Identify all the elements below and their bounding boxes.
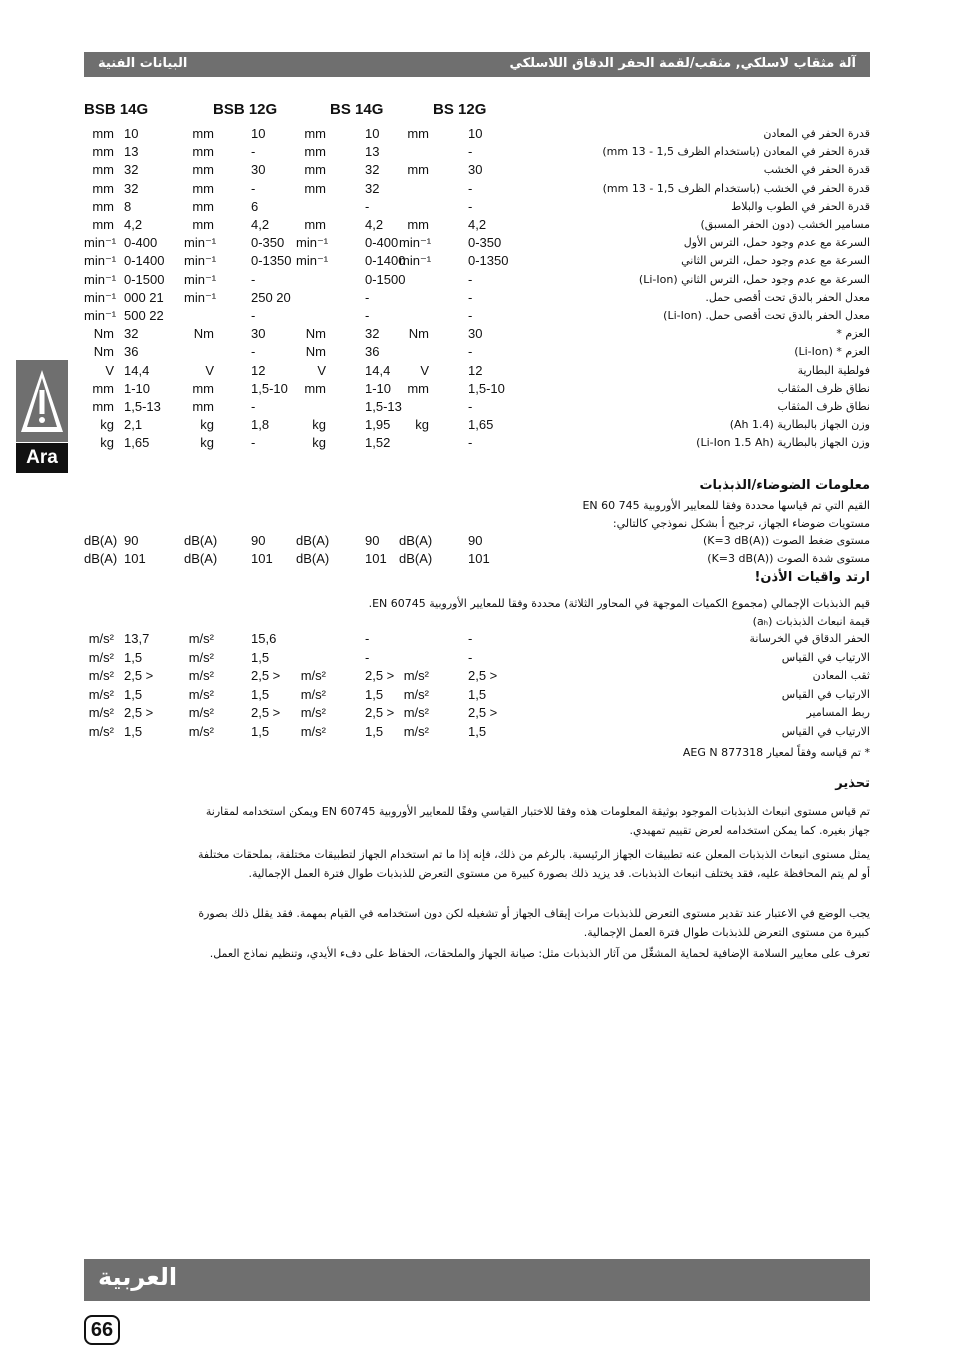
spec-row (0, 217, 954, 235)
header-title: آلة مثقاب لاسلكي, مثقب/لقمة الحفر الدقاق اللاسلكي (509, 56, 856, 71)
side-tab (16, 360, 68, 475)
noise-title: معلومات الضوضاء/الذبذبات (699, 478, 870, 493)
unit-cell: mm (92, 198, 114, 214)
spec-row (0, 533, 954, 551)
value-cell: 2,5 > (124, 705, 154, 721)
unit-cell: m/s² (88, 631, 114, 646)
spec-row (0, 144, 954, 162)
value-cell: - (365, 649, 370, 665)
value-cell: 1,95 (365, 417, 391, 433)
unit-cell: mm (192, 162, 214, 178)
value-cell: 1,5-10 (468, 380, 505, 396)
warning-p3: يجب الوضع في الاعتبار عند تقدير مستوى التعرض للذبذبات مرات إيقاف الجهاز أو تشغيله لكن دون استخدامه في القيام بمهمة. فقد يقلل ذلك بصورة كبيرة من مستوى التعرض للذبذبات طوال فترة العمل الإجمالية. (198, 907, 870, 939)
warning-p4: تعرف على معايير السلامة الإضافية لحماية المشغِّل من آثار الذبذبات مثل: صيانة الجهاز والملحقات، الحفاظ على دفء الأيدي، وتنظيم نماذج العمل. (209, 947, 870, 960)
value-cell: 2,5 > (124, 668, 154, 684)
unit-cell: dB(A) (296, 551, 330, 566)
value-cell: 30 (251, 162, 266, 178)
unit-cell: m/s² (188, 705, 214, 721)
unit-cell: min⁻¹ (84, 308, 117, 323)
row-label: قدرة الحفر في الطوب والبلاط (731, 199, 870, 213)
unit-cell: m/s² (300, 668, 326, 684)
value-cell: - (251, 144, 256, 160)
page-number: 66 (84, 1315, 120, 1345)
value-cell: 0-1500 (124, 271, 165, 287)
value-cell: 32 (124, 180, 139, 196)
value-cell: - (468, 631, 473, 646)
value-cell: 101 (468, 551, 490, 566)
spec-row (0, 253, 954, 271)
spec-row (0, 399, 954, 417)
unit-cell: mm (192, 144, 214, 160)
value-cell: 2,5 > (468, 705, 498, 721)
value-cell: - (468, 399, 473, 414)
value-cell: 2,5 > (251, 668, 281, 684)
unit-cell: kg (415, 417, 429, 433)
row-label: قدرة الحفر في الخشب (باستخدام الظرف 1,5 - 13 mm) (602, 181, 870, 195)
value-cell: 13,7 (124, 631, 150, 646)
unit-cell: mm (192, 180, 214, 196)
unit-cell: mm (407, 162, 429, 178)
unit-cell: min⁻¹ (399, 253, 432, 269)
unit-cell: dB(A) (399, 533, 433, 548)
value-cell: - (468, 180, 473, 196)
unit-cell: dB(A) (184, 533, 218, 548)
value-cell: 10 (251, 126, 266, 141)
value-cell: 0-1350 (468, 253, 509, 269)
value-cell: 1,65 (468, 417, 494, 433)
value-cell: - (468, 198, 473, 214)
unit-cell: min⁻¹ (184, 253, 217, 269)
spec-row (0, 668, 954, 686)
unit-cell: Nm (408, 326, 429, 342)
value-cell: 36 (365, 344, 380, 360)
value-cell: - (468, 649, 473, 665)
unit-cell: mm (407, 380, 429, 396)
value-cell: 2,1 (124, 417, 143, 433)
model-bs14g: BS 14G (330, 101, 384, 118)
unit-cell: m/s² (403, 705, 429, 721)
value-cell: 30 (251, 326, 266, 342)
unit-cell: V (420, 362, 429, 378)
unit-cell: mm (304, 380, 326, 396)
value-cell: 12 (468, 362, 483, 378)
unit-cell: m/s² (188, 631, 214, 646)
unit-cell: m/s² (403, 668, 429, 684)
value-cell: - (468, 344, 473, 360)
spec-row (0, 290, 954, 308)
value-cell: 1,5-10 (251, 380, 288, 396)
unit-cell: kg (312, 435, 326, 451)
value-cell: - (468, 271, 473, 287)
unit-cell: mm (192, 198, 214, 214)
unit-cell: m/s² (300, 686, 326, 702)
row-label: قدرة الحفر في المعادن (باستخدام الظرف 1,5 - 13 mm) (602, 145, 870, 159)
value-cell: 1,5-13 (365, 399, 402, 414)
spec-row (0, 650, 954, 668)
value-cell: 8 (124, 198, 132, 214)
warning-title: تحذير (835, 776, 870, 791)
spec-row (0, 344, 954, 362)
spec-row (0, 724, 954, 742)
value-cell: - (365, 289, 370, 305)
row-label: قدرة الحفر في المعادن (763, 127, 870, 140)
row-label: مستوى ضغط الصوت (K=3 dB(A)) (702, 534, 870, 547)
model-bsb12g: BSB 12G (213, 101, 278, 118)
value-cell: - (468, 144, 473, 160)
unit-cell: dB(A) (399, 551, 433, 566)
unit-cell: V (317, 362, 326, 378)
value-cell: 2,5 > (365, 705, 395, 721)
value-cell: 1,5 (365, 686, 384, 702)
row-label: وزن الجهاز بالبطارية (1.4 Ah) (729, 418, 870, 432)
unit-cell: Nm (93, 344, 114, 360)
value-cell: 1,5 (365, 724, 384, 739)
model-bsb14g: BSB 14G (84, 101, 149, 118)
value-cell: 32 (365, 162, 380, 178)
spec-row (0, 126, 954, 144)
value-cell: 101 (124, 551, 146, 566)
warning-p1: تم قياس مستوى انبعاث الذبذبات الموجود بوثيقة المعلومات هذه وفقا للاختبار القياسي وفقًا للمعايير الأوروبية EN 60745 ويمكن استخدامه لمقارنة جهاز بغيره. كما يمكن استخدامه لعرض تقييم تمهيدي. (205, 805, 870, 837)
unit-cell: m/s² (188, 724, 214, 739)
value-cell: 1,5 (251, 649, 270, 665)
unit-cell: m/s² (88, 668, 114, 684)
unit-cell: mm (92, 162, 114, 178)
unit-cell: mm (92, 399, 114, 414)
unit-cell: m/s² (403, 724, 429, 739)
unit-cell: mm (92, 380, 114, 396)
value-cell: 10 (365, 126, 380, 141)
spec-row (0, 162, 954, 180)
row-label: نطاق ظرف المثقاب (777, 400, 870, 413)
value-cell: 4,2 (468, 217, 487, 232)
unit-cell: dB(A) (296, 533, 330, 548)
unit-cell: V (205, 362, 214, 378)
value-cell: 4,2 (365, 217, 384, 232)
value-cell: 4,2 (124, 217, 143, 232)
unit-cell: m/s² (88, 724, 114, 739)
row-label: السرعة مع عدم وجود حمل، الترس الثاني (681, 254, 870, 268)
value-cell: 0-1400 (365, 253, 406, 269)
unit-cell: m/s² (188, 649, 214, 665)
row-label: قدرة الحفر في الخشب (763, 163, 870, 177)
value-cell: 250 20 (251, 289, 291, 305)
value-cell: 30 (468, 326, 483, 342)
value-cell: 32 (365, 180, 380, 196)
noise-line2: مستويات ضوضاء الجهاز، ترجيح أ بشكل نموذجي كالتالي: (612, 517, 870, 530)
unit-cell: min⁻¹ (84, 253, 117, 269)
value-cell: 14,4 (124, 362, 150, 378)
value-cell: - (251, 399, 256, 414)
value-cell: 1,8 (251, 417, 270, 433)
spec-row (0, 381, 954, 399)
footer-bar (84, 1259, 870, 1301)
unit-cell: min⁻¹ (184, 289, 217, 305)
value-cell: 0-400 (124, 235, 158, 251)
unit-cell: Nm (193, 326, 214, 342)
unit-cell: kg (200, 435, 214, 451)
unit-cell: Nm (93, 326, 114, 342)
value-cell: 500 22 (124, 308, 164, 323)
spec-row (0, 199, 954, 217)
row-label: السرعة مع عدم وجود حمل، الترس الأول (683, 236, 870, 250)
unit-cell: mm (192, 399, 214, 414)
unit-cell: Nm (305, 344, 326, 360)
header-bar (84, 52, 870, 77)
value-cell: - (251, 435, 256, 451)
value-cell: 0-1400 (124, 253, 165, 269)
row-label: الارتياب في القياس (781, 687, 870, 701)
value-cell: 36 (124, 344, 139, 360)
unit-cell: min⁻¹ (296, 235, 329, 251)
row-label: الارتياب في القياس (781, 650, 870, 664)
value-cell: - (365, 631, 370, 646)
unit-cell: mm (407, 217, 429, 232)
row-label: فولطية البطارية (797, 363, 870, 377)
row-label: مستوى شدة الصوت (K=3 dB(A)) (707, 552, 870, 565)
value-cell: - (468, 289, 473, 305)
value-cell: - (468, 308, 473, 323)
unit-cell: min⁻¹ (84, 235, 117, 251)
value-cell: 1,5 (124, 724, 143, 739)
unit-cell: min⁻¹ (84, 289, 117, 305)
value-cell: 13 (124, 144, 139, 160)
value-cell: 1,5 (124, 649, 143, 665)
row-label: معدل الحفر بالدق تحت أقصى حمل. (705, 290, 870, 304)
footer-language: العربية (98, 1263, 178, 1291)
unit-cell: min⁻¹ (296, 253, 329, 269)
value-cell: 13 (365, 144, 380, 160)
value-cell: - (251, 271, 256, 287)
warning-icon (16, 360, 68, 442)
value-cell: 2,5 > (468, 668, 498, 684)
value-cell: - (251, 308, 256, 323)
value-cell: 0-350 (251, 235, 285, 251)
value-cell: 000 21 (124, 289, 164, 305)
value-cell: 1,5 (468, 686, 487, 702)
unit-cell: dB(A) (184, 551, 218, 566)
value-cell: 1,5 (468, 724, 487, 739)
vibration-note: * تم قياسه وفقاً لمعيار AEG N 877318 (682, 746, 870, 759)
unit-cell: mm (407, 126, 429, 141)
spec-row (0, 235, 954, 253)
row-label: معدل الحفر بالدق تحت أقصى حمل. (Li-Ion) (663, 309, 870, 322)
unit-cell: Nm (305, 326, 326, 342)
value-cell: 12 (251, 362, 266, 378)
ear-protection: ارتد واقيات الأذن! (754, 570, 870, 585)
spec-row (0, 551, 954, 569)
row-label: الارتياب في القياس (781, 725, 870, 738)
value-cell: 10 (468, 126, 483, 141)
unit-cell: V (105, 362, 114, 378)
value-cell: 32 (124, 162, 139, 178)
unit-cell: kg (100, 417, 114, 433)
spec-row (0, 326, 954, 344)
value-cell: 32 (365, 326, 380, 342)
unit-cell: mm (192, 217, 214, 232)
row-label: ربط المسامير (806, 706, 870, 720)
language-tab-label: Ara (16, 443, 68, 473)
unit-cell: m/s² (188, 686, 214, 702)
value-cell: 90 (251, 533, 266, 548)
unit-cell: min⁻¹ (184, 235, 217, 251)
spec-row (0, 705, 954, 723)
unit-cell: mm (304, 144, 326, 160)
unit-cell: m/s² (88, 705, 114, 721)
unit-cell: mm (304, 126, 326, 141)
noise-line1: القيم التي تم قياسها محددة وفقا للمعايير الأوروبية EN 60 745 (582, 499, 870, 512)
spec-row (0, 308, 954, 326)
unit-cell: mm (192, 380, 214, 396)
row-label: الحفر الدقاق في الخرسانة (749, 632, 870, 645)
value-cell: 15,6 (251, 631, 277, 646)
unit-cell: min⁻¹ (399, 235, 432, 251)
value-cell: 2,5 > (251, 705, 281, 721)
value-cell: 1,5 (124, 686, 143, 702)
unit-cell: min⁻¹ (184, 271, 217, 287)
unit-cell: m/s² (300, 705, 326, 721)
row-label: العزم * (Li-Ion) (794, 345, 870, 359)
value-cell: 1,5 (251, 686, 270, 702)
unit-cell: mm (92, 217, 114, 232)
row-label: العزم * (836, 327, 870, 341)
unit-cell: kg (200, 417, 214, 433)
value-cell: 90 (365, 533, 380, 548)
warning-p2: يمثل مستوى انبعاث الذبذبات المعلن عنه تطبيقات الجهاز الرئيسية. بالرغم من ذلك، فإنه إذا ما تم استخدام الجهاز لتطبيقات مختلفة، بملحقات مختلفة أو لم يتم المحافظة عليه، فقد يختلف انبعاث الذبذبات. قد يزيد ذلك بصورة كبيرة من مستوى التعرض للذبذبات طوال فترة العمل الإجمالية. (198, 848, 870, 880)
unit-cell: mm (304, 180, 326, 196)
value-cell: 32 (124, 326, 139, 342)
unit-cell: m/s² (88, 686, 114, 702)
value-cell: 0-400 (365, 235, 399, 251)
row-label: وزن الجهاز بالبطارية (Li-Ion 1.5 Ah) (696, 436, 870, 450)
spec-row (0, 687, 954, 705)
value-cell: 1-10 (365, 380, 392, 396)
value-cell: 0-1500 (365, 271, 406, 287)
unit-cell: kg (100, 435, 114, 451)
value-cell: 1-10 (124, 380, 151, 396)
row-label: مسامير الخشب (دون الحفر المسبق) (700, 218, 870, 231)
vibration-sub: قيمة انبعاث الذبذبات (aₕ) (752, 615, 870, 628)
value-cell: 1,52 (365, 435, 391, 451)
spec-row (0, 631, 954, 649)
unit-cell: kg (312, 417, 326, 433)
row-label: السرعة مع عدم وجود حمل، الترس الثاني (Li-Ion) (638, 272, 870, 286)
unit-cell: min⁻¹ (84, 271, 117, 287)
unit-cell: dB(A) (84, 533, 118, 548)
value-cell: 2,5 > (365, 668, 395, 684)
unit-cell: m/s² (188, 668, 214, 684)
value-cell: 1,65 (124, 435, 150, 451)
value-cell: 1,5 (251, 724, 270, 739)
value-cell: 10 (124, 126, 139, 141)
value-cell: 0-350 (468, 235, 502, 251)
vibration-intro: قيم الذبذبات الإجمالي (مجموع الكميات الموجهة في المحاور الثلاثة) محددة وفقا للمعايير الأوروبية EN 60745. (368, 597, 870, 610)
unit-cell: dB(A) (84, 551, 118, 566)
value-cell: 0-1350 (251, 253, 292, 269)
value-cell: 90 (468, 533, 483, 548)
value-cell: 101 (365, 551, 387, 566)
spec-row (0, 272, 954, 290)
spec-row (0, 417, 954, 435)
value-cell: - (251, 180, 256, 196)
unit-cell: mm (92, 180, 114, 196)
header-section: البيانات الفنية (98, 56, 188, 71)
value-cell: - (365, 308, 370, 323)
unit-cell: m/s² (300, 724, 326, 739)
row-label: ثقب المعادن (812, 669, 870, 683)
spec-row (0, 435, 954, 453)
spec-row (0, 363, 954, 381)
unit-cell: mm (92, 144, 114, 160)
spec-row (0, 181, 954, 199)
unit-cell: m/s² (403, 686, 429, 702)
value-cell: - (251, 344, 256, 360)
value-cell: - (365, 198, 370, 214)
unit-cell: mm (304, 217, 326, 232)
unit-cell: mm (304, 162, 326, 178)
value-cell: 14,4 (365, 362, 391, 378)
unit-cell: mm (192, 126, 214, 141)
value-cell: 4,2 (251, 217, 270, 232)
value-cell: 1,5-13 (124, 399, 161, 414)
unit-cell: mm (92, 126, 114, 141)
value-cell: 101 (251, 551, 273, 566)
value-cell: - (468, 435, 473, 451)
value-cell: 90 (124, 533, 139, 548)
value-cell: 6 (251, 198, 259, 214)
unit-cell: m/s² (88, 649, 114, 665)
value-cell: 30 (468, 162, 483, 178)
row-label: نطاق ظرف المثقاب (777, 381, 870, 395)
model-bs12g: BS 12G (433, 101, 487, 118)
